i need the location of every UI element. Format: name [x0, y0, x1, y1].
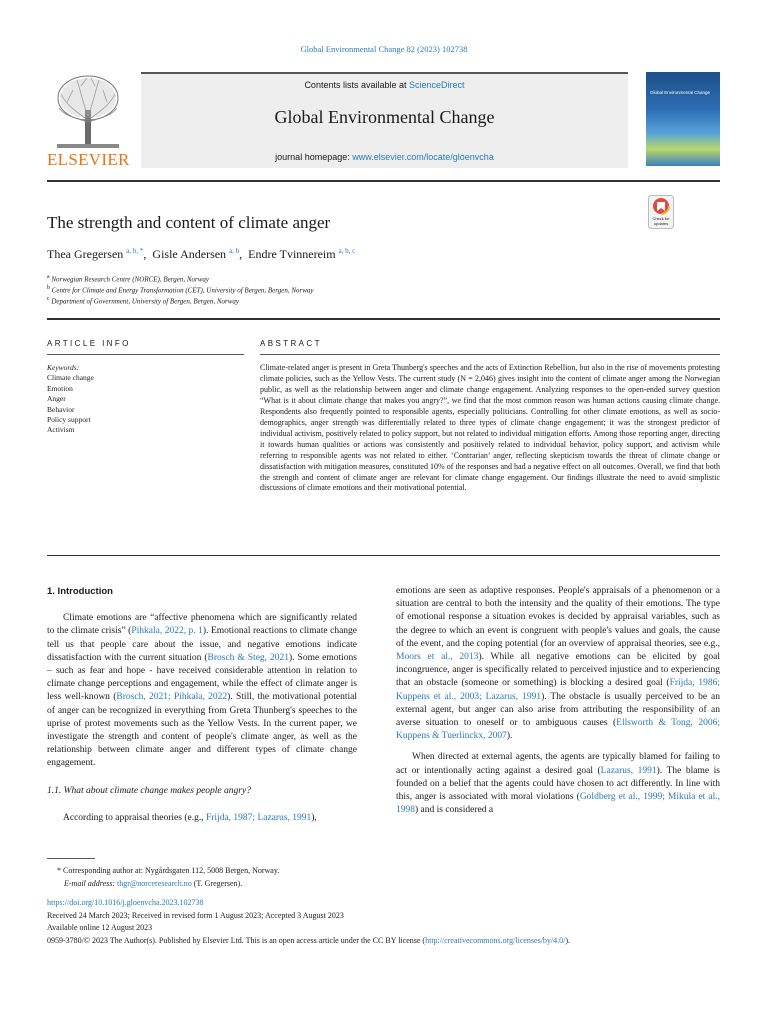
email-suffix: (T. Gregersen).	[193, 879, 243, 888]
homepage-prefix: journal homepage:	[275, 152, 350, 162]
affiliation	[47, 274, 209, 283]
license-link[interactable]: http://creativecommons.org/licenses/by/4.0/	[425, 935, 566, 945]
license-line: 0959-3780/© 2023 The Author(s). Published by Elsevier Ltd. This is an open access article under the CC BY license (http://creativecommons.org/licenses/by/4.0/).	[47, 935, 571, 945]
received-dates: Received 24 March 2023; Received in revised form 1 August 2023; Accepted 3 August 2023	[47, 910, 344, 920]
paragraph: According to appraisal theories (e.g., Frijda, 1987; Lazarus, 1991),	[63, 812, 317, 823]
author-name[interactable]: Thea Gregersen	[47, 247, 124, 261]
footnote-rule	[47, 858, 95, 859]
corresponding-author-note: * Corresponding author at: Nygårdsgaten 112, 5008 Bergen, Norway.	[57, 866, 280, 875]
right-column	[396, 585, 720, 817]
subsection-heading: 1.1. What about climate change makes people angry?	[47, 785, 251, 796]
article-info-rule	[47, 354, 244, 355]
available-online: Available online 12 August 2023	[47, 923, 153, 932]
title-block-divider	[47, 318, 720, 320]
citation-link[interactable]: Brosch & Steg, 2021	[207, 652, 290, 663]
author-list: Thea Gregersen $^{a, b, *}$, Gisle Andersen $^{a, b}$, Endre Tvinnereim $^{a, b, c}$	[47, 247, 356, 261]
affiliation-text: Department of Government, University of Bergen, Bergen, Norway	[51, 297, 240, 306]
cover-title: Global Environmental Change	[650, 90, 711, 95]
abstract-divider	[47, 555, 720, 556]
affiliation-mark: c	[47, 296, 50, 302]
journal-cover-image[interactable]	[646, 72, 720, 166]
section-heading-introduction: 1. Introduction	[47, 586, 113, 597]
citation-link[interactable]: Lazarus, 1991	[600, 765, 657, 776]
citation-link[interactable]: Ellsworth & Tong, 2006; Kuppens & Tuerlinckx, 2007	[396, 718, 720, 742]
abstract-heading: ABSTRACT	[260, 339, 322, 348]
crossmark-label: Check for updates	[652, 216, 670, 226]
paragraph: Climate emotions are “affective phenomena which are significantly related to the climate crisis” (Pihkala, 2022, p. 1). Emotional reactions to climate change tell us that people care about the issue, and negative emotions indicate dissatisfaction with the current situation (Brosch & Steg, 2021). Some emotions – such as fear and hope - have received considerable attention in relation to climate change perceptions and engagement, while the effect of climate anger is less well-known (Brosch, 2021; Pihkala, 2022). Still, the motivational potential of anger can be recognized in everything from Greta Thunberg's speeches to the uprise of protest movements such as the Yellow Vests. In the current paper, we investigate the strength and content of people's climate anger, as well as the relationship between climate anger and different types of climate change engagement.	[47, 613, 358, 769]
journal-homepage-link[interactable]: www.elsevier.com/locate/gloenvcha	[352, 152, 494, 162]
journal-homepage-line	[141, 152, 628, 162]
keyword: Anger	[47, 394, 66, 404]
contents-line	[141, 80, 628, 90]
crossmark-badge[interactable]	[648, 195, 674, 229]
affiliation-mark: a	[47, 274, 50, 280]
citation-link[interactable]: Moors et al., 2013	[396, 652, 479, 663]
author-affiliation-marks[interactable]: a, b, c	[338, 247, 356, 255]
left-column	[47, 585, 357, 825]
keyword: Activism	[47, 425, 75, 435]
citation-link[interactable]: Brosch, 2021; Pihkala, 2022	[116, 692, 228, 703]
journal-reference[interactable]: Global Environmental Change 82 (2023) 102738	[300, 44, 468, 54]
doi-link[interactable]: https://doi.org/10.1016/j.gloenvcha.2023.102738	[47, 898, 204, 907]
keyword: Policy support	[47, 415, 91, 425]
affiliation	[47, 296, 239, 305]
abstract-rule	[260, 354, 720, 355]
affiliation-mark: b	[47, 285, 50, 291]
article-title: The strength and content of climate anger	[47, 213, 331, 232]
article-info-heading: ARTICLE INFO	[47, 339, 131, 348]
elsevier-wordmark: ELSEVIER	[47, 150, 130, 169]
paragraph: When directed at external agents, the agents are typically blamed for failing to act or intentionally acting against a desired goal (Lazarus, 1991). The blame is founded on a belief that the agents could have chosen to act differently. In line with this, anger is associated with moral violations (Goldberg et al., 1999; Mikula et al., 1998) and is considered a	[396, 752, 720, 816]
paragraph: emotions are seen as adaptive responses. People's appraisals of a phenomenon or a situation are central to both the intensity and the quality of their emotions. The type of emotional response a situation evokes is decided by appraisal variables, such as the degree to which an event is congruent with people's values and goals, the cause of the event, and the coping potential (for an overview of appraisal theories, see e.g., Moors et al., 2013). While all negative emotions can be elicited by goal incongruence, anger is specifically related to perceived injustice and to experiencing that an obstacle (someone or something) is blocking a desired goal (Frijda, 1986; Kuppens et al., 2003; Lazarus, 1991). The obstacle is usually perceived to be an external agent, but anger can also arise from attributing the responsibility of an averse situation to oneself or to ambiguous causes (Ellsworth & Tong, 2006; Kuppens & Tuerlinckx, 2007).	[396, 586, 720, 742]
citation-link[interactable]: Pihkala, 2022, p. 1	[131, 626, 203, 637]
email-note	[64, 877, 242, 890]
keyword: Emotion	[47, 383, 73, 393]
email-label: E-mail address:	[64, 879, 116, 888]
author-name[interactable]: Endre Tvinnereim	[248, 247, 336, 261]
keyword: Behavior	[47, 404, 75, 414]
citation-link[interactable]: Frijda, 1986; Kuppens et al., 2003; Lazarus, 1991	[396, 678, 720, 702]
author-name[interactable]: Gisle Andersen	[152, 247, 227, 261]
citation-link[interactable]: Frijda, 1987; Lazarus, 1991	[205, 812, 312, 823]
sciencedirect-link[interactable]: ScienceDirect	[409, 80, 465, 90]
journal-title: Global Environmental Change	[274, 107, 495, 127]
affiliation-text: Norwegian Research Centre (NORCE), Bergen, Norway	[51, 275, 210, 284]
header-divider	[47, 180, 720, 182]
abstract-text: Climate-related anger is present in Greta Thunberg's speeches and the acts of Extinction Rebellion, but also in the rise of movements protesting climate policies, such as the Yellow Vests. The current study (N = 2,046) gives insight into the content of climate anger among the Norwegian public, as well as the relationship between anger and climate change engagement. Analyzing responses to the open-ended survey question “What is it about climate change that makes you angry?”, we find that the most common reason was human actions causing climate change. Respondents also frequently pointed to responsible agents, especially politicians. Controlling for other climate emotions, as well as socio-demographics, anger strength was differentially related to three types of climate change engagement; it was the strongest predictor of individual activism, positively related to policy support, but not related to individual mitigation efforts. Among those reporting anger, directing it towards human qualities or actions was consistently and positively related to individual behavior, policy support, and activism while referring to responsible agents was not related to either. ‘Contrarian’ anger, reflecting skepticism towards the threat of climate change or dissatisfaction with mitigation measures, constituted 10% of the responses and had a negative effect on all outcomes. Overall, we find that both the strength and content of climate anger are relevant for climate change engagement. Our findings illustrate the need to avoid simplistic discussions of climate emotions and their motivational potential.	[260, 363, 720, 493]
citation-link[interactable]: Goldberg et al., 1999; Mikula et al., 1998	[396, 792, 720, 816]
author-affiliation-marks[interactable]: a, b, *	[126, 247, 144, 255]
article-history	[47, 897, 720, 947]
email-link[interactable]: thgr@norceresearch.no	[117, 879, 192, 888]
affiliation-text: Centre for Climate and Energy Transformation (CET), University of Bergen, Bergen, Norway	[51, 286, 314, 295]
affiliation	[47, 285, 314, 294]
contents-prefix: Contents lists available at	[304, 80, 407, 90]
author-affiliation-marks[interactable]: a, b	[229, 247, 240, 255]
keyword: Climate change	[47, 373, 94, 383]
keywords-label: Keywords:	[47, 363, 80, 372]
corresponding-author-text: Corresponding author at: Nygårdsgaten 112, 5008 Bergen, Norway.	[63, 866, 280, 875]
keywords-list	[47, 363, 94, 436]
